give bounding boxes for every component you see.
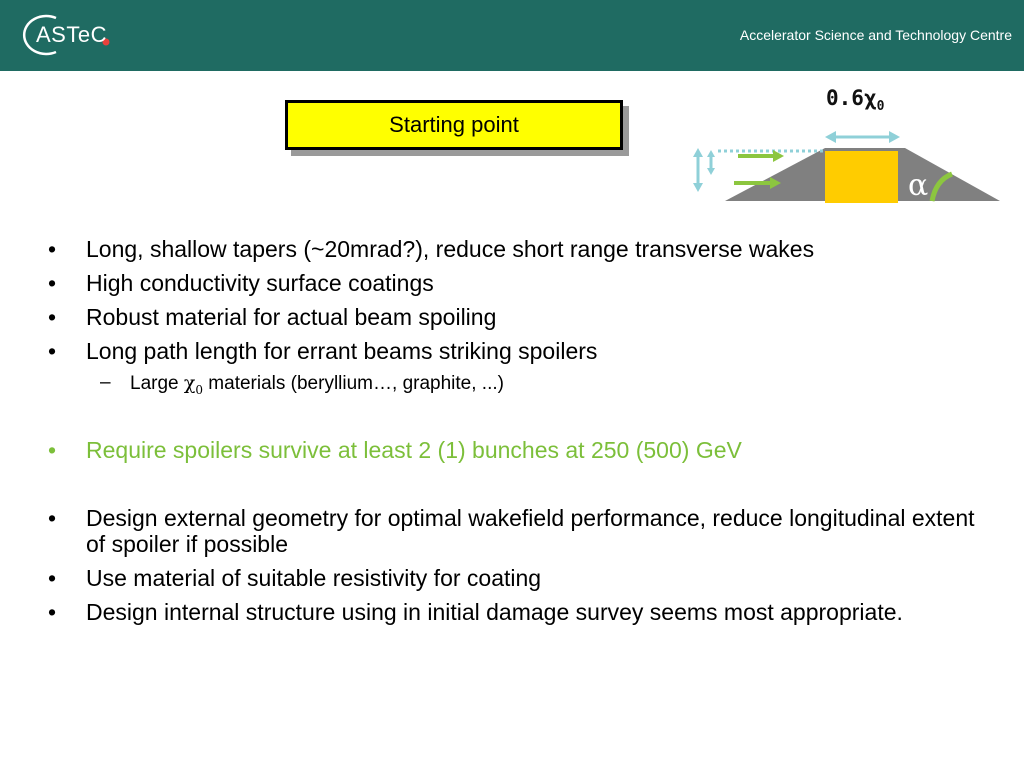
- bullet-internal-structure: • Design internal structure using in initial damage survey seems most appropriate.: [40, 599, 980, 625]
- height-arrow-2-bottom: [707, 168, 715, 175]
- width-arrow-right-head: [889, 131, 900, 143]
- height-arrow-1-top: [693, 148, 703, 157]
- width-arrow-left-head: [825, 131, 836, 143]
- sub-bullet-prefix: Large: [130, 373, 184, 394]
- bullet-require-spoilers: • Require spoilers survive at least 2 (1) bunches at 250 (500) GeV: [40, 437, 980, 463]
- sub-bullet-chi: [183, 372, 204, 397]
- callout-text: Starting point: [389, 112, 519, 137]
- bullet-external-geometry: • Design external geometry for optimal wakefield performance, reduce longitudinal extent of spoiler if possible: [40, 505, 980, 557]
- sub-bullet-chi-subscript: 0: [195, 382, 204, 397]
- spoiler-block: [825, 151, 898, 203]
- bullet-coatings: • High conductivity surface coatings: [40, 270, 980, 296]
- bullet-list-1: [40, 236, 980, 364]
- bullet-tapers: • Long, shallow tapers (~20mrad?), reduce short range transverse wakes: [40, 236, 980, 262]
- chi-width-label: [826, 86, 884, 114]
- height-arrow-2-top: [707, 150, 715, 157]
- starting-point-callout: [285, 100, 623, 150]
- highlight-list: [40, 437, 980, 463]
- slide-body: [40, 236, 980, 633]
- bullet-path-length: • Long path length for errant beams striking spoilers: [40, 338, 980, 364]
- bullet-list-2: [40, 505, 980, 625]
- bullet-robust-material: • Robust material for actual beam spoiling: [40, 304, 980, 330]
- logo-text: ASTeC: [36, 22, 107, 47]
- sub-bullet-chi-symbol: χ: [183, 372, 196, 394]
- alpha-angle-label: α: [908, 168, 929, 203]
- header-bar: [0, 0, 1024, 71]
- chi-label-value: 0.6: [826, 86, 864, 110]
- sub-bullet-large-chi: [40, 370, 980, 403]
- chi-label-subscript: 0: [876, 99, 885, 115]
- chi-label-symbol: χ: [863, 86, 877, 110]
- header-title: Accelerator Science and Technology Centre: [739, 27, 1012, 43]
- height-arrow-1-bottom: [693, 183, 703, 192]
- bullet-resistivity: • Use material of suitable resistivity for coating: [40, 565, 980, 591]
- sub-bullet-suffix: materials (beryllium…, graphite, ...): [203, 373, 504, 394]
